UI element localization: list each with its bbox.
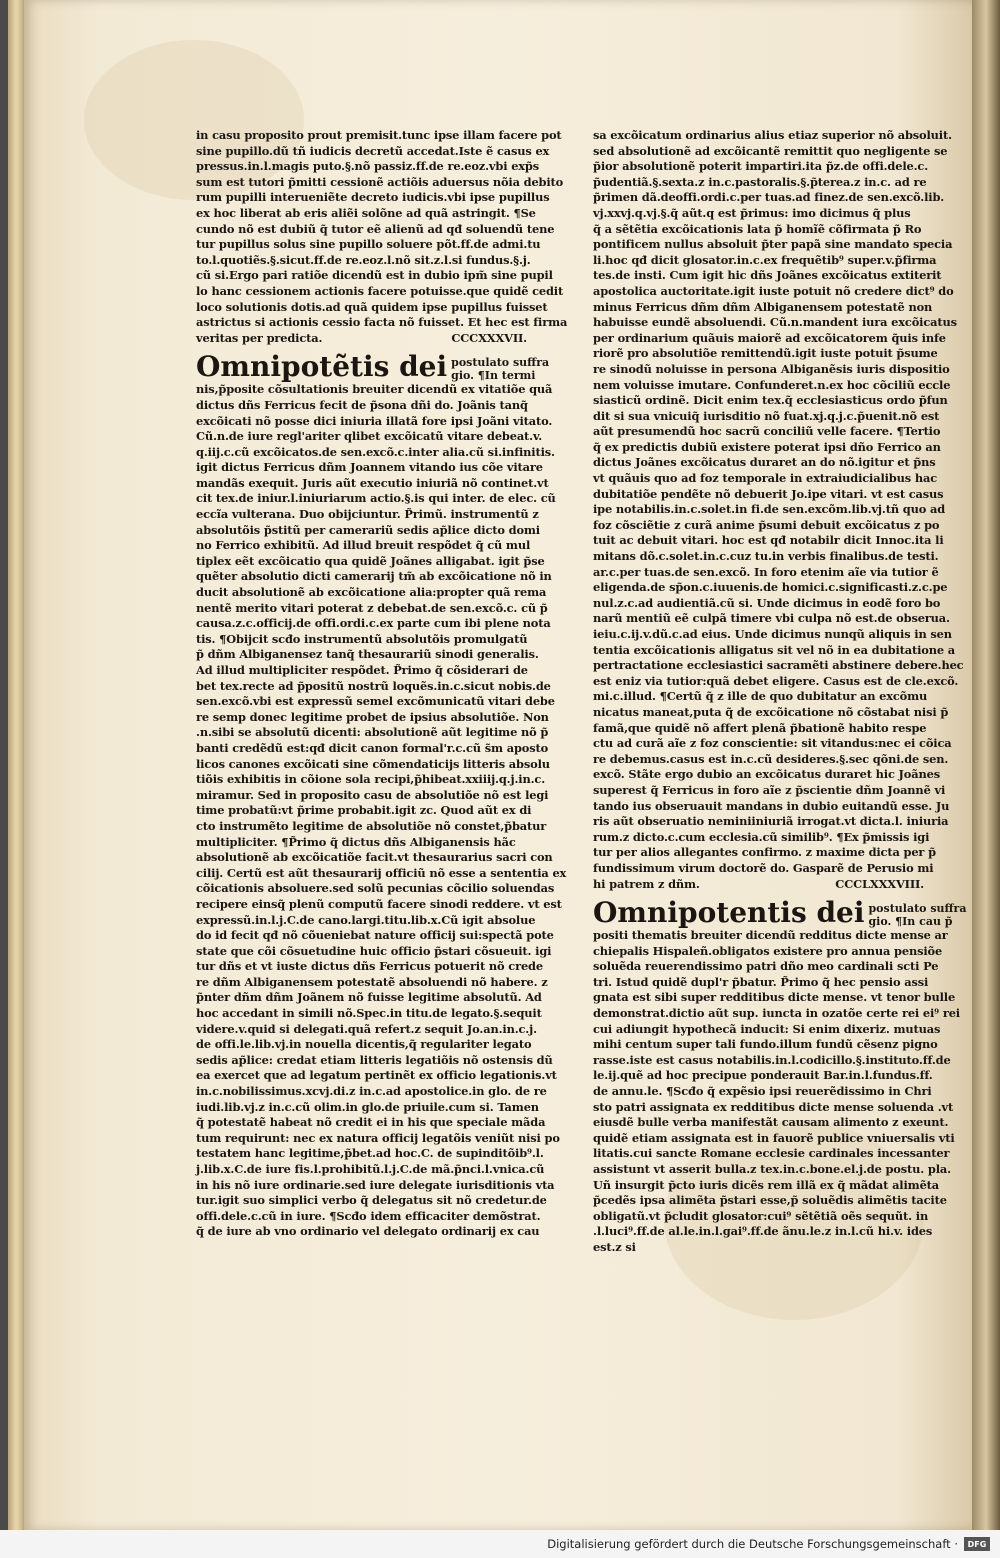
text-line: in.c.nobilissimus.xcvj.di.z in.c.ad apostolice.in glo. de re xyxy=(196,1084,547,1099)
text-line: soluẽda reuerendissimo patri dño meo cardinali scti Pe xyxy=(593,959,939,974)
text-line: vt quãuis quo ad foz temporale in extraiudicialibus hac xyxy=(593,471,937,486)
initial-side-text xyxy=(451,356,549,382)
text-line: de annu.le. ¶Scđo q̃ expẽsio ipsi reuerẽdissimo in Chri xyxy=(593,1084,932,1099)
text-line: eccĩa vulterana. Duo obijciuntur. P̃rimũ. instrumentũ z xyxy=(196,507,539,522)
text-line: ar.c.per tuas.de sen.excõ. In foro etenim aĩe via tutior ẽ xyxy=(593,564,939,579)
text-line: Uñ insurgit p̃cto iuris dicẽs rem illã ex q̃ mãdat alimẽta xyxy=(593,1177,940,1192)
text-line: do id fecit qđ nõ cõueniebat nature officij sui:spectã pote xyxy=(196,928,554,943)
text-line: sen.excõ.vbi est expressũ semel excõmunicatũ vitari debe xyxy=(196,694,555,709)
text-line: q̃ de iure ab vno ordinario vel delegato ordinarij ex cau xyxy=(196,1224,540,1239)
text-line: astrictus si actionis cessio facta nõ fuisset. Et hec est firma xyxy=(196,315,568,330)
consilium-heading xyxy=(593,894,967,930)
text-line: tur per alios allegantes confirmo. z maxime dicta per p̃ xyxy=(593,845,936,860)
text-line: excõicati nõ posse dici iniuria illatã fore ipsi Joãni vitato. xyxy=(196,413,553,428)
consilium-heading xyxy=(196,348,550,384)
right-column-body xyxy=(593,928,960,1255)
text-line: aũt presumendũ hoc sacrũ conciliũ velle facere. ¶Tertio xyxy=(593,424,941,439)
text-line: absolutõis p̃stitũ per camerariũ sedis ap̃lice dicto domi xyxy=(196,522,540,537)
text-line: mitans dõ.c.solet.in.c.cuz tu.in verbis finalibus.de testi. xyxy=(593,549,939,564)
text-line: absolutionẽ ab excõicatiõe facit.vt thesaurarius sacri con xyxy=(196,850,553,865)
text-line: q̃ ex predictis dubiũ existere poterat ipsi dño Ferrico an xyxy=(593,439,941,454)
text-line: pertractatione ecclesiastici sacramẽti abstinere debere.hec xyxy=(593,658,964,673)
text-line: litatis.cui sancte Romane ecclesie cardinales incessanter xyxy=(593,1146,950,1161)
text-line: excõ. Stãte ergo dubio an excõicatus duraret hic Joãnes xyxy=(593,767,940,782)
text-line: .n.sibi se absolutũ dicenti: absolutionẽ aũt legitime nõ p̃ xyxy=(196,725,549,740)
right-column-top-paragraph xyxy=(593,128,964,877)
text-line: apostolica auctoritate.igit iuste potuit nõ credere dict⁹ do xyxy=(593,283,954,298)
left-column-body xyxy=(196,382,567,1240)
text-line: tuit ac debuit vitari. hoc est qđ notabilr dicit Innoc.ita li xyxy=(593,533,944,548)
text-line: p̃ dñm Albiganensez tanq̃ thesaurariũ sinodi generalis. xyxy=(196,647,539,662)
text-line: positi thematis breuiter dicendũ redditus dicte mense ar xyxy=(593,928,948,943)
text-line: p̃nter dñm dñm Joãnem nõ fuisse legitime absolutũ. Ad xyxy=(196,990,542,1005)
initial-side-line: gio. ¶In cau p̃ xyxy=(868,915,953,929)
text-line: q̃ a sẽtẽtia excõicationis lata p̃ homĩẽ cõfirmata p̃ Ro xyxy=(593,221,922,236)
text-line: ex hoc liberat ab eris aliẽi solõne ad quã astringit. ¶Se xyxy=(196,205,536,220)
text-line: j.lib.x.C.de iure fis.l.prohibitũ.l.j.C.de mã.p̃nci.l.vnica.cũ xyxy=(196,1162,545,1176)
text-column-right xyxy=(593,128,967,1256)
text-line: sed absolutionẽ ad excõicantẽ remittit quo negligente se xyxy=(593,143,948,158)
text-line: ctu ad curã aĩe z foz conscientie: sit vitandus:nec ei cõica xyxy=(593,736,952,751)
text-line: tis. ¶Obijcit scđo instrumentũ absolutõis promulgatũ xyxy=(196,631,528,646)
initial-side-text xyxy=(868,902,966,928)
initial-side-line: postulato suffra xyxy=(451,356,550,370)
text-line: tri. Istud quidẽ dupl'r p̃batur. P̃rimo q̃ hec pensio assi xyxy=(593,974,929,989)
text-line: videre.v.quid si delegati.quã refert.z sequit Jo.an.in.c.j. xyxy=(196,1021,537,1036)
text-line: habuisse eundẽ absoluendi. Cũ.n.mandent iura excõicatus xyxy=(593,315,957,330)
text-line: recipere einsq̃ plenũ computũ facere sinodi reddere. vt est xyxy=(196,896,562,911)
text-line: dubitatiõe pendẽte nõ debuerit Jo.ipe vitari. vt est casus xyxy=(593,486,944,501)
text-line: p̃cedẽs ipsa alimẽta p̃stari esse,p̃ soluẽdis alimẽtis tacite xyxy=(593,1193,947,1208)
text-column-left xyxy=(196,128,568,1240)
text-line: tur pupillus solus sine pupillo soluere põt.ff.de admi.tu xyxy=(196,237,541,252)
digitization-footer xyxy=(0,1530,1000,1558)
footer-credit: Digitalisierung gefördert durch die Deutsche Forschungsgemeinschaft · xyxy=(547,1537,958,1551)
text-line: bet tex.recte ad p̃positũ nostrũ loquẽs.in.c.sicut nobis.de xyxy=(196,678,551,693)
text-line: Ad illud multipliciter respõdet. P̃rimo q̃ cõsiderari de xyxy=(196,663,528,677)
text-line: tum requirunt: nec ex natura officij legatõis veniũt nisi po xyxy=(196,1130,560,1145)
text-line: superest q̃ Ferricus in foro aĩe z p̃scientie dñm Joannẽ vi xyxy=(593,782,946,797)
text-line: dit si sua vnicuiq̃ iurisditio nõ fuat.xj.q.j.c.p̃uenit.nõ est xyxy=(593,408,940,423)
text-line: quidẽ etiam assignata est in fauorẽ publice vniuersalis vti xyxy=(593,1130,955,1145)
text-line: in casu proposito prout premisit.tunc ipse illam facere pot xyxy=(196,128,562,142)
text-line: tentia excõicationis alligatus sit vel nõ in ea dubitatione a xyxy=(593,642,955,657)
text-line: cui adiungit hypothecã inducit: Si enim dixeriz. mutuas xyxy=(593,1021,941,1036)
text-line: expressũ.in.l.j.C.de cano.largi.titu.lib.x.Cũ igit absolue xyxy=(196,912,536,927)
text-line: nul.z.c.ad audientiã.cũ si. Unde dicimus in eodẽ foro bo xyxy=(593,595,941,610)
text-line: obligatũ.vt p̃cludit glosator:cui⁹ sẽtẽtiã oẽs sequũt. in xyxy=(593,1208,929,1223)
text-line: to.l.quotiẽs.§.sicut.ff.de re.eoz.l.nõ sit.z.l.si fundus.§.j. xyxy=(196,252,531,267)
initial-heading: Omnipotẽtis dei xyxy=(196,350,448,384)
text-line: nentẽ merito vitari poterat z debebat.de sen.excõ.c. cũ p̃ xyxy=(196,600,548,615)
text-line: dictus Joãnes excõicatus duraret an do nõ.igitur et p̃ns xyxy=(593,455,936,470)
text-line: ieiu.c.ij.v.dũ.c.ad eius. Unde dicimus nunqũ aliquis in sen xyxy=(593,627,952,641)
text-line: mi.c.illud. ¶Certũ q̃ z ille de quo dubitatur an excõmu xyxy=(593,689,928,704)
text-line: rasse.iste est casus notabilis.in.l.codicillo.§.instituto.ff.de xyxy=(593,1052,951,1067)
text-line: cilij. Certũ est aũt thesaurarij officiũ nõ esse a sententia ex xyxy=(196,865,567,880)
numeral-line xyxy=(196,331,529,347)
text-line: ducit absolutionẽ ab excõicatione alia:propter quã rema xyxy=(196,585,547,600)
text-line: fundissimum virum doctorẽ do. Gasparẽ de Perusio mi xyxy=(593,860,934,875)
text-line: ipe notabilis.in.c.solet.in fi.de sen.excõm.lib.vj.tñ quo ad xyxy=(593,502,946,517)
text-line: no Ferrico exhibitũ. Ad illud breuit respõdet q̃ cũ mul xyxy=(196,538,531,553)
text-line: sedis ap̃lice: credat etiam litteris legatiõis nõ ostensis dũ xyxy=(196,1052,553,1067)
text-line: miramur. Sed in proposito casu de absolutiõe nõ est legi xyxy=(196,787,549,802)
text-line: sto patri assignata ex redditibus dicte mense soluenda .vt xyxy=(593,1099,954,1114)
initial-side-line: gio. ¶In termi xyxy=(451,369,536,383)
text-line: sum est tutori p̃mitti cessionẽ actiõis aduersus nõia debito xyxy=(196,174,564,189)
text-line: .l.luci⁹.ff.de al.le.in.l.gai⁹.ff.de ãnu.le.z in.l.cũ hi.v. ides xyxy=(593,1224,933,1239)
text-line: ea exercet que ad legatum pertinẽt ex officio legationis.vt xyxy=(196,1068,557,1083)
text-line: nem voluisse imutare. Confunderet.n.ex hoc cõciliũ eccle xyxy=(593,377,951,392)
text-line: cto instrumẽto legitime de absolutiõe nõ constet,p̃batur xyxy=(196,818,547,833)
consilium-number: CCCLXXXVIII. xyxy=(835,876,924,891)
text-line: tando ius obseruauit mandans in dubio euitandũ esse. Ju xyxy=(593,798,950,813)
text-line: nis,p̃posite cõsultationis breuiter dicendũ ex vitatiõe quã xyxy=(196,382,553,397)
text-line: de offi.le.lib.vj.in nouella dicentis,q̃ regulariter legato xyxy=(196,1037,532,1052)
text-line: vj.xxvj.q.vj.§.q̃ aũt.q est p̃rimus: imo dicimus q̃ plus xyxy=(593,205,911,220)
text-line: mihi centum super tali fundo.illum fundũ cẽsenz pigno xyxy=(593,1037,938,1052)
text-line: state que cõi cõsuetudine huic officio p̃stari cõsueuit. igi xyxy=(196,943,552,958)
text-line: tes.de insti. Cum igit hic dñs Joãnes excõicatus extiterit xyxy=(593,268,942,283)
text-line: narũ mentiũ eẽ culpã timere vbi culpa nõ est.de obserua. xyxy=(593,611,950,626)
text-line: hoc accedant in simili nõ.Spec.in titu.de legato.§.sequit xyxy=(196,1006,542,1021)
text-line: minus Ferricus dñm dñm Albiganensem potestatẽ non xyxy=(593,299,933,314)
text-line: per ordinarium quãuis maiorẽ ad excõicatorem q̃uis infe xyxy=(593,330,946,345)
text-line: q̃ potestatẽ habeat nõ credit ei in his que speciale mãda xyxy=(196,1115,546,1130)
text-line: re debemus.casus est in.c.cũ desideres.§.sec qõni.de sen. xyxy=(593,751,949,766)
text-line: pontificem nullus absoluit p̃ter papã sine mandato specia xyxy=(593,237,953,252)
text-line: foz cõsciẽtie z curã anime p̃sumi debuit excõicatus z po xyxy=(593,517,940,532)
text-line: sine pupillo.dũ tñ iudicis decretũ accedat.Iste ẽ casus ex xyxy=(196,143,550,158)
text-line: in his nõ iure ordinarie.sed iure delegate iurisditionis vta xyxy=(196,1177,555,1192)
text-line: lo hanc cessionem actionis facere potuisse.que quidẽ cedit xyxy=(196,283,564,298)
text-line: rum.z dicto.c.cum ecclesia.cũ similib⁹. ¶Ex p̃missis igi xyxy=(593,829,930,844)
text-line: est eniz via tutior:quã debet eligere. Casus est de cle.excõ. xyxy=(593,673,959,688)
dfg-logo: DFG xyxy=(964,1537,990,1551)
text-line: assistunt vt asserit bulla.z tex.in.c.bone.el.j.de postu. pla. xyxy=(593,1162,951,1176)
text-line: cõicationis absoluere.sed solũ pecunias cõcilio soluendas xyxy=(196,881,555,896)
text-line: eligenda.de sp̃on.c.iuuenis.de homici.c.significasti.z.c.pe xyxy=(593,580,948,595)
text-line: tur dñs et vt iuste dictus dñs Ferricus potuerit nõ crede xyxy=(196,959,543,974)
text-line: eiusdẽ bulle verba manifestãt causam alimento z exeunt. xyxy=(593,1115,949,1130)
text-line: nicatus maneat,puta q̃ de excõicatione nõ cõstabat nisi p̃ xyxy=(593,704,949,719)
text-line: demonstrat.dictio aũt sup. iuncta in ozatõe certe rei ei⁹ rei xyxy=(593,1006,960,1021)
text-line: riorẽ pro absolutiõe remittendũ.igit iuste potuit p̃sume xyxy=(593,346,938,361)
text-line: est.z si xyxy=(593,1239,636,1254)
text-line: sa excõicatum ordinarius alius etiaz superior nõ absoluit. xyxy=(593,128,952,142)
text-line: le.ij.quẽ ad hoc precipue ponderauit Bar.in.l.fundus.ff. xyxy=(593,1068,933,1083)
text-line: testatem hanc legitime,p̃bet.ad hoc.C. de supinditõib⁹.l. xyxy=(196,1146,544,1161)
numeral-line-text: veritas per predicta. xyxy=(196,330,323,345)
text-line: iudi.lib.vj.z in.c.cũ olim.in glo.de priuile.cum si. Tamen xyxy=(196,1099,539,1114)
text-line: cundo nõ est dubiũ q̃ tutor eẽ alienũ ad qđ soluendũ tene xyxy=(196,221,555,236)
text-line: p̃ior absolutionẽ poterit impartiri.ita p̃z.de offi.dele.c. xyxy=(593,159,929,174)
page-stack-edge-right xyxy=(972,0,1000,1530)
text-line: multipliciter. ¶P̃rimo q̃ dictus dñs Albiganensis hãc xyxy=(196,834,516,849)
text-line: tiõis exhibitis in cõione sola recipi,p̃hibeat.xxiiij.q.j.in.c. xyxy=(196,772,546,787)
initial-side-line: postulato suffra xyxy=(868,902,967,916)
text-line: mandãs exequit. Juris aũt executio iniuriã nõ continet.vt xyxy=(196,475,549,490)
text-line: siasticũ ordinẽ. Dicit enim tex.q̃ ecclesiasticus ordo p̃fun xyxy=(593,393,948,408)
text-line: p̃udentiã.§.sexta.z in.c.pastoralis.§.p̃terea.z in.c. ad re xyxy=(593,174,927,189)
text-line: re sinodũ noluisse in persona Albiganẽsis iuris dispositio xyxy=(593,361,950,376)
text-line: li.hoc qđ dicit glosator.in.c.ex frequẽtib⁹ super.v.p̃firma xyxy=(593,252,937,267)
initial-heading: Omnipotentis dei xyxy=(593,896,865,930)
text-line: offi.dele.c.cũ in iure. ¶Scđo idem efficaciter demõstrat. xyxy=(196,1208,541,1223)
consilium-number: CCCXXXVII. xyxy=(451,330,527,345)
text-line: pressus.in.l.magis puto.§.nõ passiz.ff.de re.eoz.vbi exp̃s xyxy=(196,159,540,174)
text-line: licos canones excõicati sine cõmendaticijs litteris absolu xyxy=(196,756,550,771)
text-line: tiplex eẽt excõicatio qua quidẽ Joãnes alligabat. igit p̃se xyxy=(196,553,545,568)
text-line: chiepalis Hispaleñ.obligatos existere pro annua pensiõe xyxy=(593,943,943,958)
text-line: quẽter absolutio dicti camerarij tm̃ ab excõicatione nõ in xyxy=(196,569,552,584)
text-line: Cũ.n.de iure regl'ariter qlibet excõicatũ vitare debeat.v. xyxy=(196,429,543,444)
text-line: causa.z.c.officij.de offi.ordi.c.ex parte cum ibi plene nota xyxy=(196,616,551,631)
text-line: ris aũt obseruatio neminiiniuriã irrogat.vt dicta.l. iniuria xyxy=(593,814,949,829)
text-line: cũ si.Ergo pari ratiõe dicendũ est in dubio ipm̃ sine pupil xyxy=(196,268,553,283)
text-line: gnata est sibi super redditibus dicte mense. vt tenor bulle xyxy=(593,990,956,1005)
text-line: time probatũ:vt p̃rime probabit.igit zc. Quod aũt ex di xyxy=(196,803,532,818)
text-line: re semp donec legitime probet de ipsius absolutiõe. Non xyxy=(196,709,549,724)
text-line: famã,que quidẽ nõ affert plenã p̃bationẽ habito respe xyxy=(593,720,927,735)
text-line: rum pupilli interueniẽte decreto iudicis.vbi ipse pupillus xyxy=(196,190,550,205)
text-line: q.iij.c.cũ excõicatos.de sen.excõ.c.inter alia.cũ si.infinitis. xyxy=(196,444,555,459)
text-line: re dñm Albiganensem potestatẽ absoluendi nõ habere. z xyxy=(196,974,548,989)
left-column-top-paragraph xyxy=(196,128,568,331)
text-line: tur.igit suo simplici verbo q̃ delegatus sit nõ credetur.de xyxy=(196,1193,547,1208)
text-line: dictus dñs Ferricus fecit de p̃sona dñi do. Joãnis tanq̃ xyxy=(196,397,528,412)
text-line: banti credẽdũ est:qđ dicit canon formal'r.c.cũ s̃m aposto xyxy=(196,740,549,755)
numeral-line-text: hi patrem z dñm. xyxy=(593,876,700,891)
text-line: p̃rimen dã.deoffi.ordi.c.per tuas.ad finez.de sen.excõ.lib. xyxy=(593,190,945,205)
numeral-line xyxy=(593,877,926,893)
text-line: igit dictus Ferricus dñm Joannem vitando ius cõe vitare xyxy=(196,460,543,475)
text-line: loco solutionis dotis.ad quã quidem ipse pupillus fuisset xyxy=(196,299,548,314)
text-line: cit tex.de iniur.l.iniuriarum actio.§.is qui inter. de elec. cũ xyxy=(196,491,556,506)
